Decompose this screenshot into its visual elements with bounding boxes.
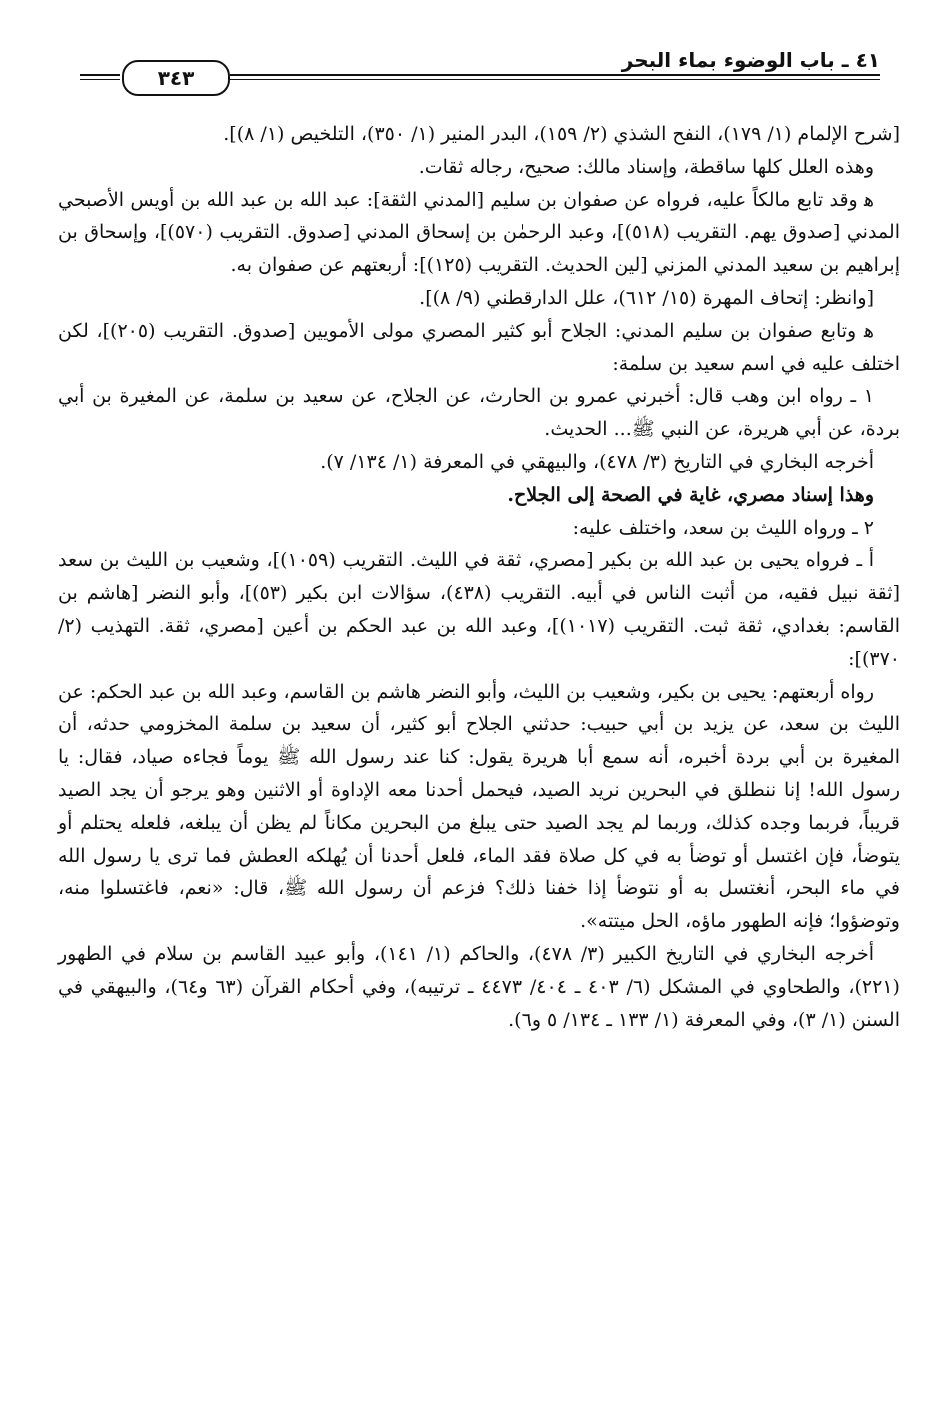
chapter-title: ٤١ ـ باب الوضوء بماء البحر: [621, 48, 880, 72]
body-text: [58, 118, 900, 1036]
paragraph-mutaba-jallah: ﻫ وتابع صفوان بن سليم المدني: الجلاح أبو كثير المصري مولى الأمويين [صدوق. التقريب (٢٠٥)]، لكن اختلف عليه في اسم سعيد بن سلمة:: [58, 319, 900, 375]
paragraph-ibn-wahb: ١ ـ رواه ابن وهب قال: أخبرني عمرو بن الحارث، عن الجلاح، عن سعيد بن سلمة، عن المغيرة بن أبي بردة، عن أبي هريرة، عن النبي ﷺ... الحديث.: [58, 385, 900, 441]
header-rule: [230, 74, 880, 80]
page-header: [80, 44, 880, 96]
header-rule-left: [80, 74, 120, 80]
paragraph-isnad-note: وهذا إسناد مصري، غاية في الصحة إلى الجلاح.: [507, 483, 874, 506]
paragraph-takhrij-1: أخرجه البخاري في التاريخ (٣/ ٤٧٨)، والبيهقي في المعرفة (١/ ١٣٤/ ٧).: [320, 450, 874, 473]
paragraph-layth: ٢ ـ ورواه الليث بن سعد، واختلف عليه:: [572, 516, 874, 539]
page-number: ٣٤٣: [122, 60, 230, 96]
paragraph-hadith-text: رواه أربعتهم: يحيى بن بكير، وشعيب بن الليث، وأبو النضر هاشم بن القاسم، وعبد الله بن عبد الحكم: عن الليث بن سعد، عن يزيد بن أبي حبيب: حدثني الجلاح أبو كثير، أن سعيد بن سلمة المخزومي حدثه، أن المغيرة بن أبي بردة أخبره، أنه سمع أبا هريرة يقول: كنا عند رسول الله ﷺ يوماً فجاءه صياد، فقال: يا رسول الله! إنا ننطلق في البحرين نريد الصيد، فيحمل أحدنا معه الإداوة أو الاثنين وهو يرجو أن يجد الصيد قريباً، فربما وجده كذلك، وربما لم يجد الصيد حتى يبلغ من البحرين مكاناً لم يظن أن يبلغه، فلعله يحتلم أو يتوضأ، فإن اغتسل أو توضأ به في كل صلاة فقد الماء، فلعل أحدنا أن يُهلكه العطش فما ترى يا رسول الله في ماء البحر، أنغتسل به أو نتوضأ إذا خفنا ذلك؟ فزعم أن رسول الله ﷺ، قال: «نعم، فاغتسلوا منه، وتوضؤوا؛ فإنه الطهور ماؤه، الحل ميتته».: [58, 680, 900, 933]
paragraph-see-also: [وانظر: إتحاف المهرة (١٥/ ٦١٢)، علل الدارقطني (٩/ ٨)].: [419, 286, 874, 309]
paragraph-references: [شرح الإلمام (١/ ١٧٩)، النفح الشذي (٢/ ١٥٩)، البدر المنير (١/ ٣٥٠)، التلخيص (١/ ٨)].: [223, 123, 900, 145]
paragraph-mutaba-safwan: ﻫ وقد تابع مالكاً عليه، فرواه عن صفوان بن سليم [المدني الثقة]: عبد الله بن عبد الله بن أويس الأصبحي المدني [صدوق يهم. التقريب (٥١٨)]، وعبد الرحمٰن بن إسحاق المدني [صدوق. التقريب (٥٧٠)]، وإسحاق بن إبراهيم بن سعيد المدني المزني [لين الحديث. التقريب (١٢٥)]: أربعتهم عن صفوان به.: [58, 188, 900, 277]
paragraph-narrators: أ ـ فرواه يحيى بن عبد الله بن بكير [مصري، ثقة في الليث. التقريب (١٠٥٩)]، وشعيب بن الليث بن سعد [ثقة نبيل فقيه، من أثبت الناس في أبيه. التقريب (٤٣٨)، سؤالات ابن بكير (٥٣)]، وأبو النضر [هاشم بن القاسم: بغدادي، ثقة ثبت. التقريب (١٠١٧)]، وعبد الله بن عبد الحكم بن أعين [مصري، ثقة. التهذيب (٢/ ٣٧٠)]:: [58, 549, 900, 670]
paragraph-takhrij-2: أخرجه البخاري في التاريخ الكبير (٣/ ٤٧٨)، والحاكم (١/ ١٤١)، وأبو عبيد القاسم بن سلام في الطهور (٢٢١)، والطحاوي في المشكل (٦/ ٤٠٣ ـ ٤٠٤/ ٤٤٧٣ ـ ترتيبه)، وفي أحكام القرآن (٦٣ و٦٤)، والبيهقي في السنن (١/ ٣)، وفي المعرفة (١/ ١٣٣ ـ ١٣٤/ ٥ و٦).: [58, 942, 900, 1031]
paragraph-verdict: وهذه العلل كلها ساقطة، وإسناد مالك: صحيح، رجاله ثقات.: [418, 155, 874, 178]
